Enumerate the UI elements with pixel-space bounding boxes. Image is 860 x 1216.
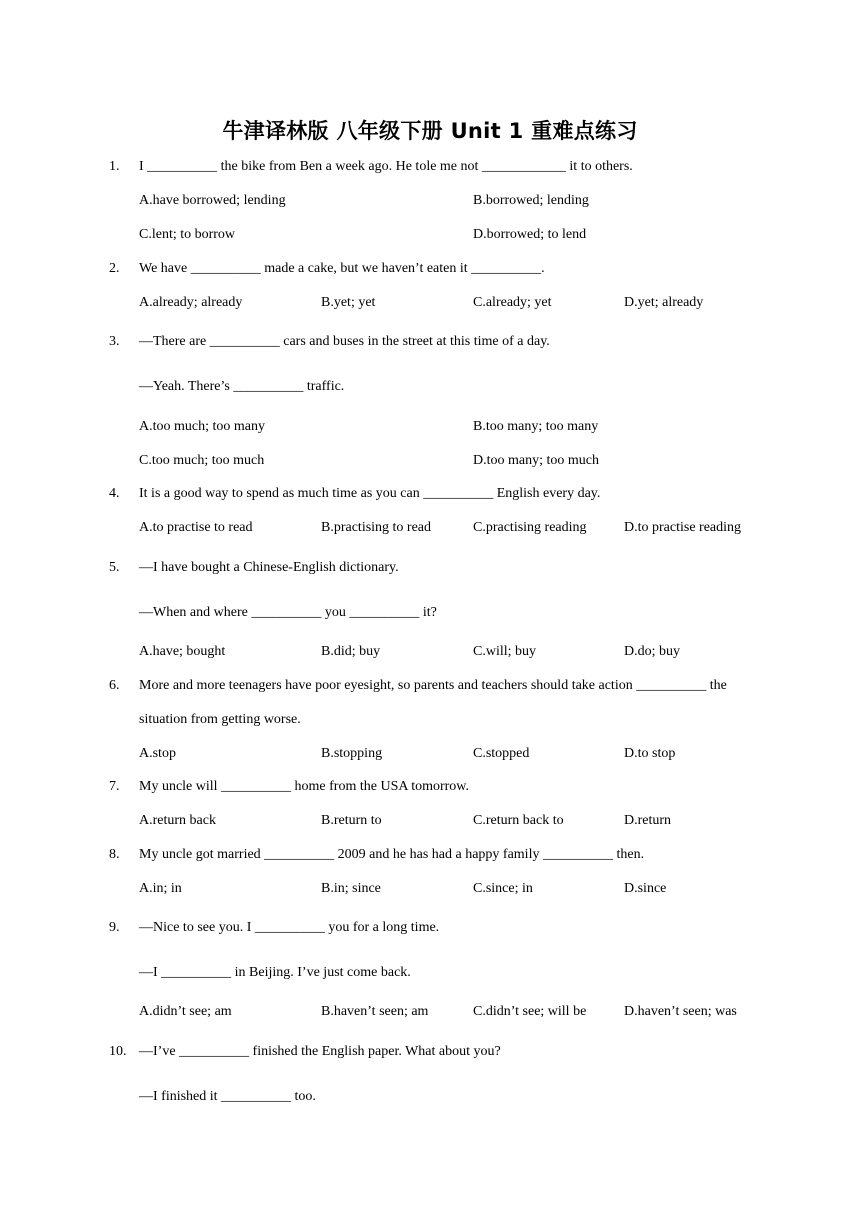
option-a[interactable]: A.already; already	[139, 295, 243, 310]
question-text: It is a good way to spend as much time as you can __________ English every day.	[139, 486, 601, 501]
option-c[interactable]: C.return back to	[473, 813, 564, 828]
question-text: We have __________ made a cake, but we haven’t eaten it __________.	[139, 261, 545, 276]
option-c[interactable]: C.already; yet	[473, 295, 552, 310]
question-text: More and more teenagers have poor eyesight, so parents and teachers should take action __________ the	[139, 678, 727, 693]
option-c[interactable]: C.too much; too much	[139, 453, 265, 468]
option-c[interactable]: C.since; in	[473, 881, 533, 896]
question-text: My uncle will __________ home from the USA tomorrow.	[139, 779, 470, 794]
question-text: My uncle got married __________ 2009 and he has had a happy family __________ then.	[139, 847, 645, 862]
option-c[interactable]: C.lent; to borrow	[139, 227, 236, 242]
question-text: —There are __________ cars and buses in the street at this time of a day.	[139, 334, 550, 349]
option-b[interactable]: B.stopping	[321, 746, 383, 761]
question-number: 3.	[109, 334, 120, 349]
question-text: —Nice to see you. I __________ you for a long time.	[139, 920, 440, 935]
question-number: 5.	[109, 560, 120, 575]
option-b[interactable]: B.did; buy	[321, 644, 381, 659]
question-number: 10.	[109, 1044, 127, 1059]
question-text: —When and where __________ you __________ it?	[139, 605, 437, 620]
question-number: 7.	[109, 779, 120, 794]
option-b[interactable]: B.too many; too many	[473, 419, 599, 434]
option-d[interactable]: D.do; buy	[624, 644, 680, 659]
option-c[interactable]: C.practising reading	[473, 520, 587, 535]
question-text: —I’ve __________ finished the English paper. What about you?	[139, 1044, 501, 1059]
option-a[interactable]: A.too much; too many	[139, 419, 265, 434]
question-text: —I __________ in Beijing. I’ve just come back.	[139, 965, 411, 980]
option-b[interactable]: B.haven’t seen; am	[321, 1004, 429, 1019]
option-d[interactable]: D.to practise reading	[624, 520, 742, 535]
option-a[interactable]: A.return back	[139, 813, 216, 828]
question-number: 1.	[109, 159, 120, 174]
option-a[interactable]: A.stop	[139, 746, 176, 761]
question-number: 6.	[109, 678, 120, 693]
option-a[interactable]: A.to practise to read	[139, 520, 253, 535]
option-d[interactable]: D.too many; too much	[473, 453, 599, 468]
option-b[interactable]: B.return to	[321, 813, 382, 828]
question-number: 8.	[109, 847, 120, 862]
option-d[interactable]: D.to stop	[624, 746, 676, 761]
question-text: —Yeah. There’s __________ traffic.	[139, 379, 345, 394]
option-d[interactable]: D.yet; already	[624, 295, 704, 310]
option-d[interactable]: D.since	[624, 881, 667, 896]
option-d[interactable]: D.borrowed; to lend	[473, 227, 587, 242]
option-c[interactable]: C.didn’t see; will be	[473, 1004, 587, 1019]
option-a[interactable]: A.in; in	[139, 881, 182, 896]
question-text: I __________ the bike from Ben a week ago. He tole me not ____________ it to others.	[139, 159, 633, 174]
option-b[interactable]: B.practising to read	[321, 520, 432, 535]
option-b[interactable]: B.yet; yet	[321, 295, 376, 310]
option-c[interactable]: C.stopped	[473, 746, 530, 761]
page-title: 牛津译林版 八年级下册 Unit 1 重难点练习	[222, 119, 638, 143]
option-b[interactable]: B.in; since	[321, 881, 381, 896]
option-a[interactable]: A.didn’t see; am	[139, 1004, 232, 1019]
option-b[interactable]: B.borrowed; lending	[473, 193, 589, 208]
option-d[interactable]: D.haven’t seen; was	[624, 1004, 737, 1019]
option-c[interactable]: C.will; buy	[473, 644, 537, 659]
question-text: —I finished it __________ too.	[139, 1089, 316, 1104]
option-a[interactable]: A.have; bought	[139, 644, 226, 659]
question-text: —I have bought a Chinese-English dictionary.	[139, 560, 399, 575]
question-number: 9.	[109, 920, 120, 935]
question-number: 2.	[109, 261, 120, 276]
question-number: 4.	[109, 486, 120, 501]
question-text: situation from getting worse.	[139, 712, 301, 727]
option-d[interactable]: D.return	[624, 813, 672, 828]
option-a[interactable]: A.have borrowed; lending	[139, 193, 286, 208]
